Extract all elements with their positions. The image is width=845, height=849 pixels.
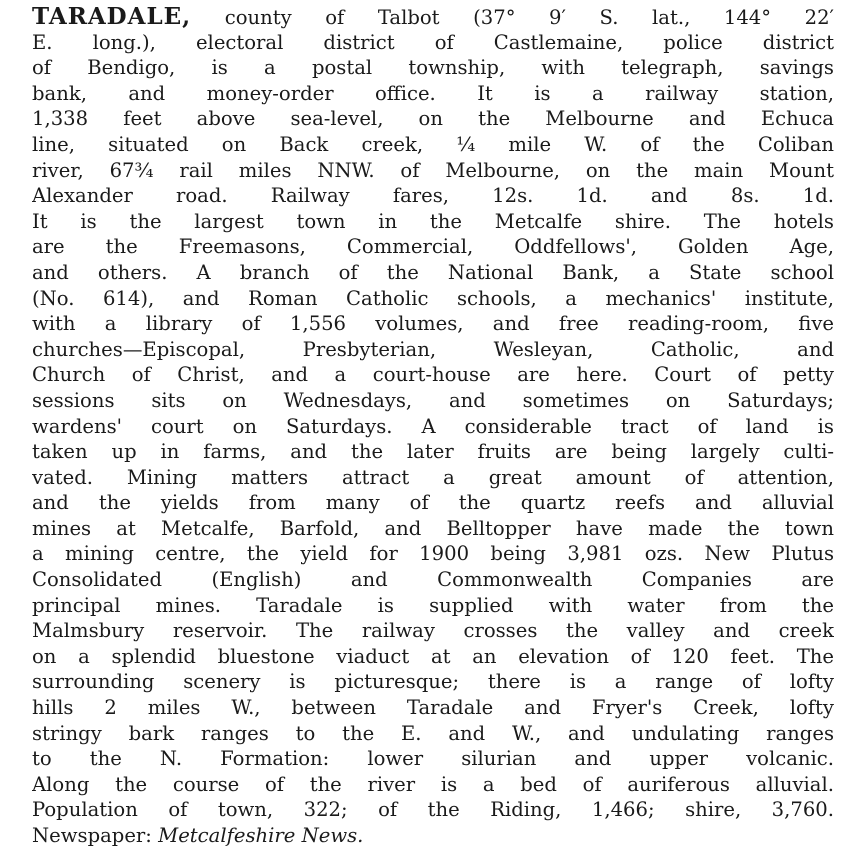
text-line-22: a mining centre, the yield for 1900 being 3,981 ozs. New Plutus [32, 542, 834, 566]
text-line-32: Population of town, 322; of the Riding, 1,466; shire, 3,760. [32, 798, 834, 822]
text-line-10: are the Freemasons, Commercial, Oddfellows', Golden Age, [32, 235, 834, 259]
text-line-4: bank, and money-order office. It is a railway station, [32, 81, 834, 105]
text-line-26: on a splendid bluestone viaduct at an elevation of 120 feet. The [32, 644, 834, 668]
text-line-23: Consolidated (English) and Commonwealth Companies are [32, 568, 834, 592]
newspaper-label: Newspaper: [32, 824, 152, 847]
text-line-12: (No. 614), and Roman Catholic schools, a mechanics' institute, [32, 286, 834, 310]
text-line-1 [32, 4, 834, 30]
text-line-30: to the N. Formation: lower silurian and upper volcanic. [32, 747, 834, 771]
text-line-7: river, 67¾ rail miles NNW. of Melbourne, on the main Mount [32, 158, 834, 182]
text-line-14: churches—Episcopal, Presbyterian, Wesleyan, Catholic, and [32, 337, 834, 361]
headword: TARADALE, [32, 4, 192, 30]
text-line-9: It is the largest town in the Metcalfe shire. The hotels [32, 209, 834, 233]
text-line-3: of Bendigo, is a postal township, with telegraph, savings [32, 56, 834, 80]
text-line-17: wardens' court on Saturdays. A considerable tract of land is [32, 414, 834, 438]
text-line-27: surrounding scenery is picturesque; there is a range of lofty [32, 670, 834, 694]
gazetteer-entry-taradale [32, 4, 834, 849]
text-line-13: with a library of 1,556 volumes, and free reading-room, five [32, 312, 834, 336]
text-line-33 [32, 823, 834, 849]
text-line-18: taken up in farms, and the later fruits are being largely culti- [32, 440, 834, 464]
text-line-24: principal mines. Taradale is supplied with water from the [32, 593, 834, 617]
text-line-19: vated. Mining matters attract a great amount of attention, [32, 465, 834, 489]
text-line-31: Along the course of the river is a bed of auriferous alluvial. [32, 772, 834, 796]
text-line-5: 1,338 feet above sea-level, on the Melbourne and Echuca [32, 107, 834, 131]
newspaper-name: Metcalfeshire News. [158, 824, 364, 847]
text-line-21: mines at Metcalfe, Barfold, and Belltopper have made the town [32, 516, 834, 540]
text-line-2: E. long.), electoral district of Castlemaine, police district [32, 30, 834, 54]
text-line-15: Church of Christ, and a court-house are here. Court of petty [32, 363, 834, 387]
text-line-20: and the yields from many of the quartz reefs and alluvial [32, 491, 834, 515]
text-line-16: sessions sits on Wednesdays, and sometimes on Saturdays; [32, 388, 834, 412]
text-line-1-rest: county of Talbot (37° 9′ S. lat., 144° 22′ [224, 6, 834, 29]
text-line-11: and others. A branch of the National Bank, a State school [32, 260, 834, 284]
text-line-28: hills 2 miles W., between Taradale and Fryer's Creek, lofty [32, 696, 834, 720]
text-line-25: Malmsbury reservoir. The railway crosses the valley and creek [32, 619, 834, 643]
text-line-8: Alexander road. Railway fares, 12s. 1d. and 8s. 1d. [32, 184, 834, 208]
text-line-29: stringy bark ranges to the E. and W., and undulating ranges [32, 721, 834, 745]
text-line-6: line, situated on Back creek, ¼ mile W. of the Coliban [32, 132, 834, 156]
